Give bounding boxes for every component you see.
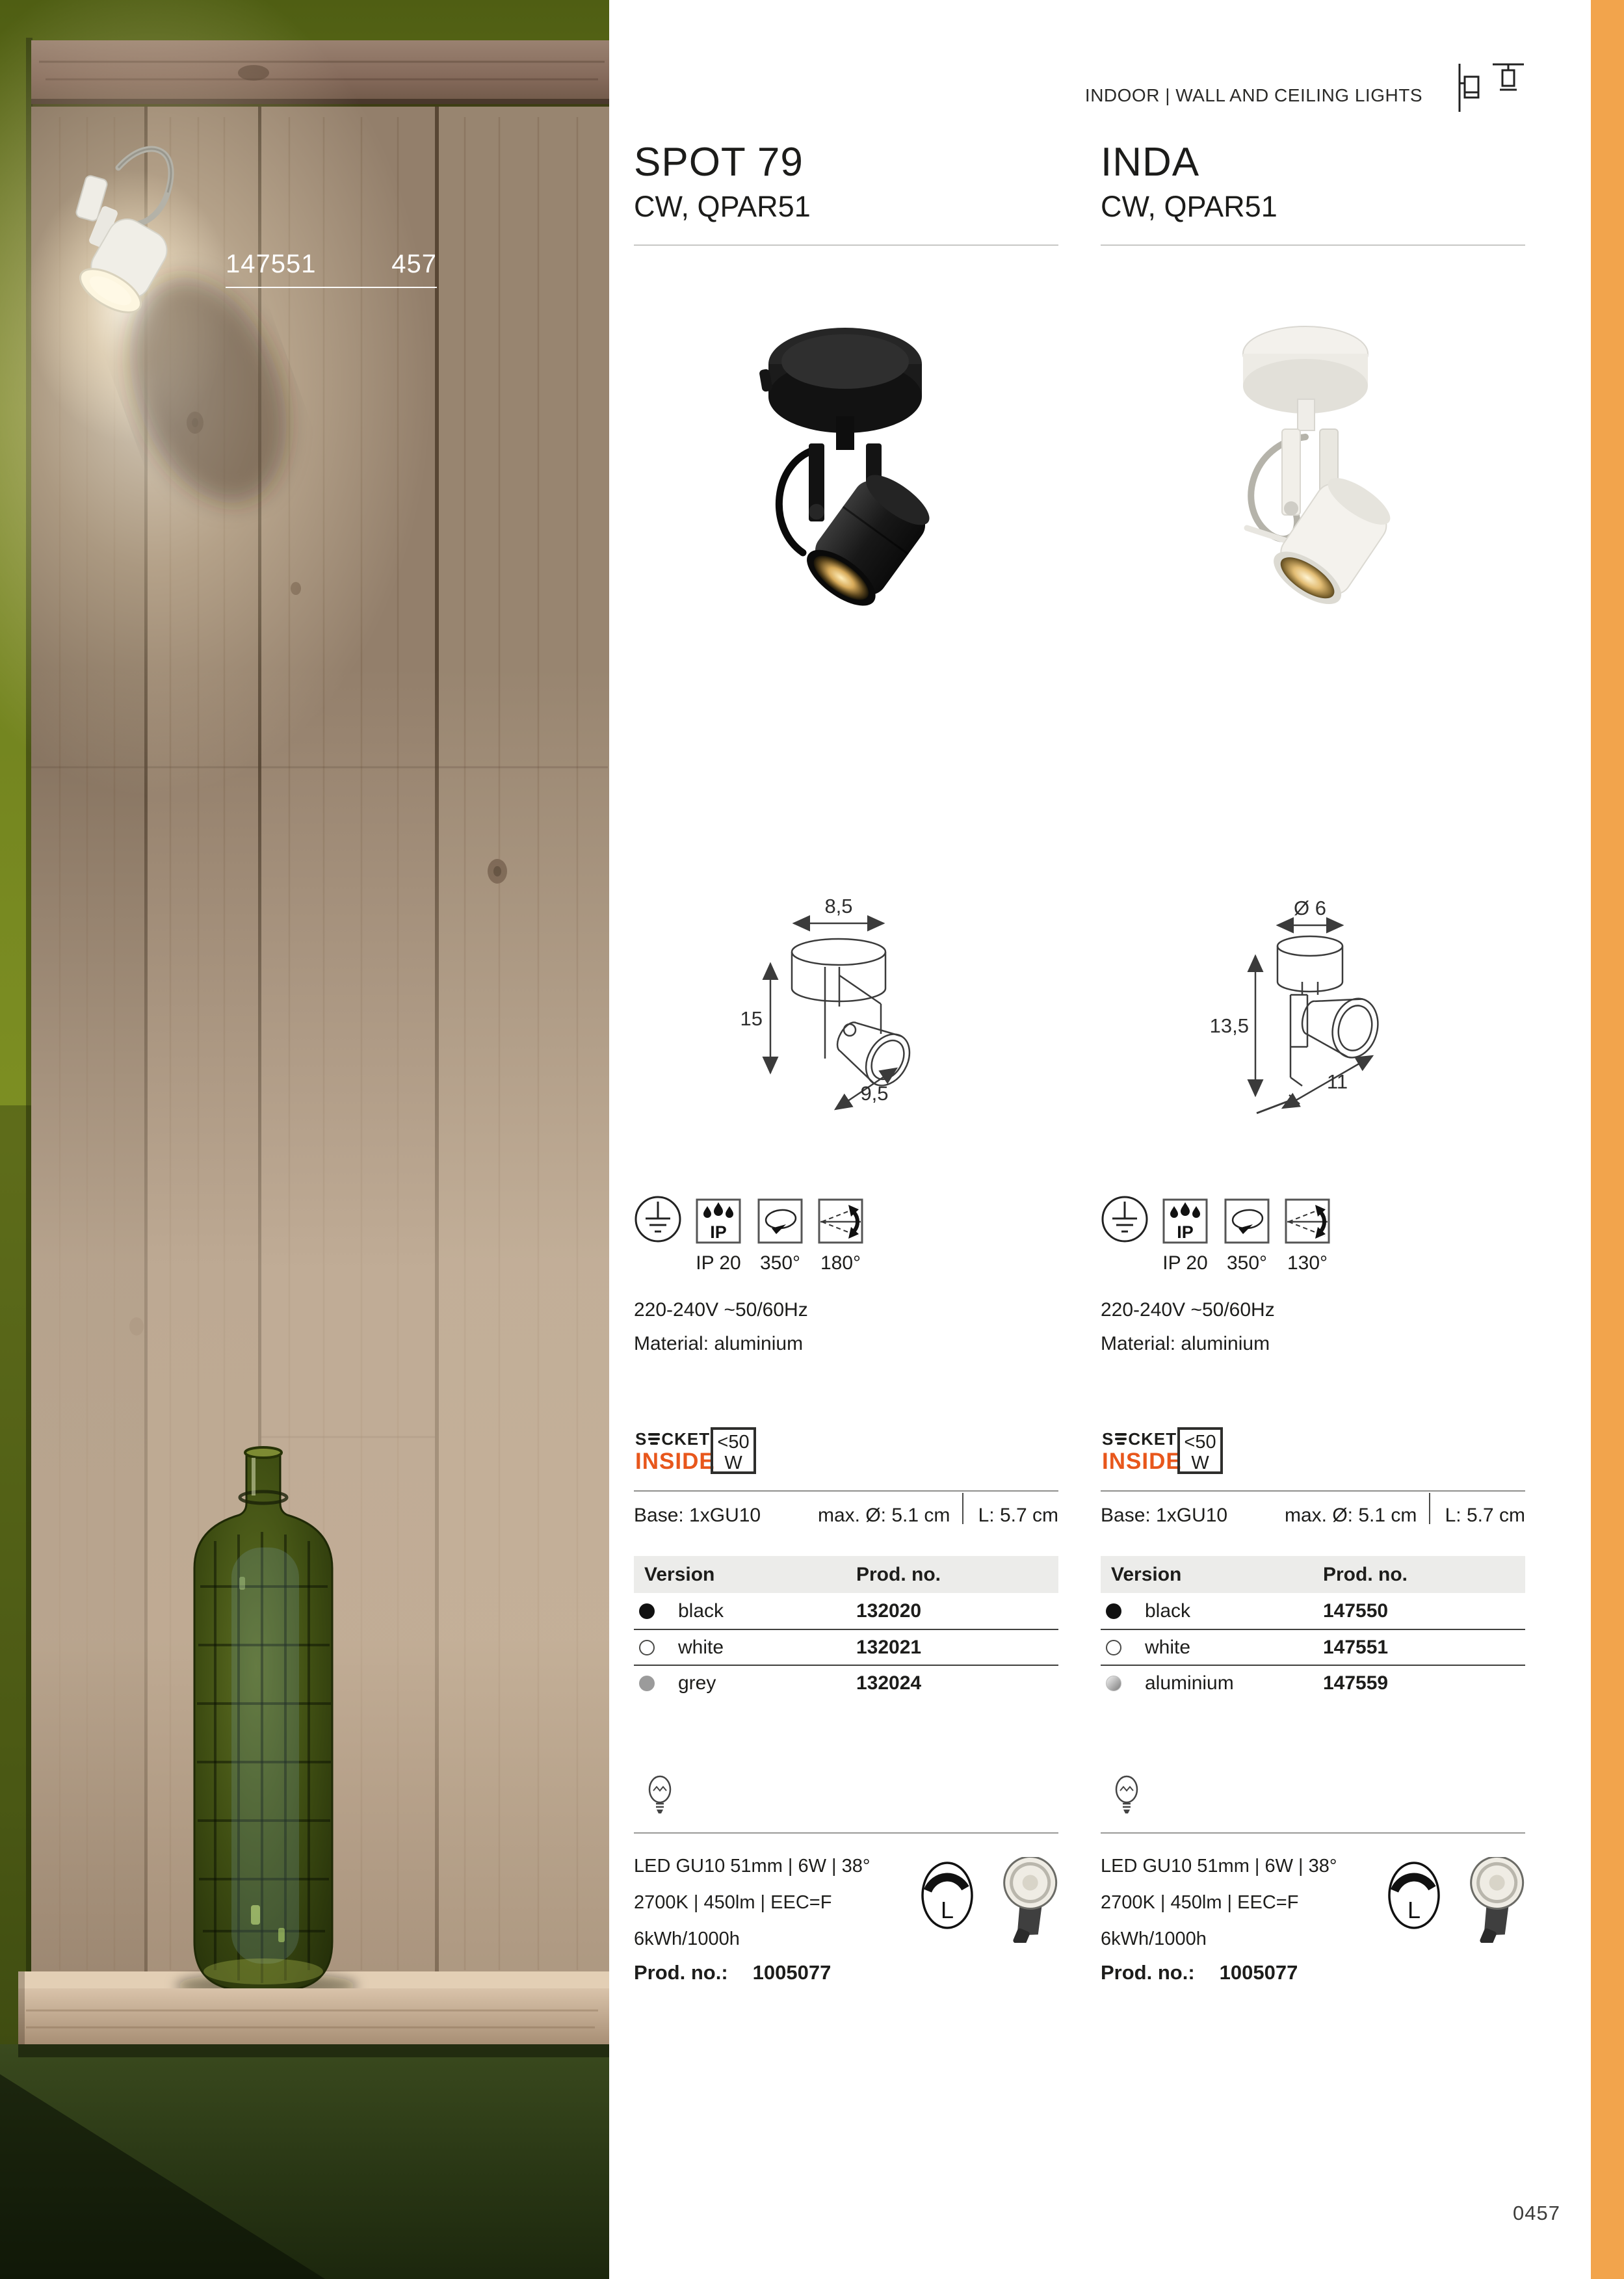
swatch-white	[639, 1640, 655, 1655]
led-spec-line: 2700K | 450lm | EEC=F	[634, 1892, 832, 1913]
ip-rating-label: IP 20	[696, 1252, 741, 1274]
prod-no-value: 1005077	[752, 1961, 832, 1984]
photo-page-ref: 457	[391, 250, 437, 278]
led-spec-line: LED GU10 51mm | 6W | 38°	[634, 1856, 871, 1877]
max-wattage-value: <50	[717, 1432, 750, 1453]
tilt-angle-icon	[1285, 1198, 1330, 1244]
table-row	[634, 1629, 1058, 1665]
dimmable-icon	[920, 1861, 975, 1930]
divider	[962, 1493, 963, 1524]
product-subtitle: CW, QPAR51	[1101, 190, 1277, 223]
product-title: SPOT 79	[634, 140, 804, 185]
prod-no: 132020	[856, 1600, 922, 1622]
swatch-black	[1106, 1603, 1121, 1619]
table-row	[1101, 1593, 1525, 1629]
socket-inside-badge	[1102, 1430, 1182, 1473]
dimmable-icon	[1387, 1861, 1441, 1930]
base-spec: Base: 1xGU10	[1101, 1505, 1228, 1526]
page-edge-accent-bar	[1591, 0, 1624, 2279]
product-column-inda	[1101, 0, 1525, 2279]
dimmer-letter: L	[940, 1897, 954, 1923]
col-version: Version	[644, 1563, 715, 1585]
voltage-spec: 220-240V ~50/60Hz	[634, 1299, 808, 1321]
dimension-drawing	[711, 879, 1023, 1159]
bulb-icon	[644, 1775, 675, 1815]
base-spec: Base: 1xGU10	[634, 1505, 761, 1526]
swatch-aluminium	[1106, 1676, 1121, 1691]
version-table-header	[634, 1556, 1058, 1593]
led-spec-line: LED GU10 51mm | 6W | 38°	[1101, 1856, 1337, 1877]
dim-depth: 9,5	[860, 1082, 889, 1105]
rotation-label: 350°	[759, 1252, 801, 1274]
rotation-label: 350°	[1226, 1252, 1268, 1274]
version-table	[1101, 1556, 1525, 1700]
max-diameter-spec: max. Ø: 5.1 cm	[1285, 1505, 1417, 1526]
max-wattage-unit: W	[1191, 1452, 1209, 1473]
socket-glyph-icon	[1115, 1432, 1127, 1445]
divider	[1101, 244, 1525, 246]
ip-glyph-label: IP	[710, 1222, 727, 1242]
divider	[1429, 1493, 1430, 1524]
product-title: INDA	[1101, 140, 1200, 185]
max-diameter-spec: max. Ø: 5.1 cm	[818, 1505, 950, 1526]
ip-rating-icon	[696, 1198, 741, 1244]
socket-word-part: S	[635, 1429, 648, 1449]
socket-inside-label: INSIDE	[1102, 1449, 1182, 1474]
version-table-header	[1101, 1556, 1525, 1593]
photo-prod-no: 147551	[226, 250, 317, 278]
col-prod-no: Prod. no.	[856, 1563, 941, 1585]
col-prod-no: Prod. no.	[1323, 1563, 1408, 1585]
swatch-black	[639, 1603, 655, 1619]
rotation-icon	[1224, 1198, 1270, 1244]
max-wattage-value: <50	[1184, 1432, 1216, 1453]
protection-class-icon	[634, 1195, 682, 1243]
prod-no: 132021	[856, 1636, 922, 1658]
lamp-prod-no-row	[634, 1961, 831, 1984]
version-name: black	[1145, 1600, 1191, 1622]
divider	[634, 1490, 1058, 1492]
ip-rating-icon	[1162, 1198, 1208, 1244]
prod-no-value: 1005077	[1219, 1961, 1298, 1984]
protection-class-icon	[1101, 1195, 1149, 1243]
gu10-lamp-image	[1455, 1857, 1533, 1943]
material-spec: Material: aluminium	[1101, 1333, 1270, 1354]
material-spec: Material: aluminium	[634, 1333, 804, 1354]
prod-no: 147550	[1323, 1600, 1389, 1622]
table-row	[634, 1593, 1058, 1629]
dim-width: 8,5	[824, 895, 853, 917]
voltage-spec: 220-240V ~50/60Hz	[1101, 1299, 1275, 1321]
led-lamp-specs	[634, 1848, 871, 1957]
divider	[1101, 1490, 1525, 1492]
prod-no: 147559	[1323, 1672, 1389, 1694]
prod-no: 147551	[1323, 1636, 1389, 1658]
prod-no-label: Prod. no.:	[1101, 1961, 1195, 1984]
page-number: 0457	[1513, 2202, 1560, 2224]
bulb-icon	[1111, 1775, 1142, 1815]
length-spec: L: 5.7 cm	[1445, 1505, 1525, 1526]
version-name: white	[1145, 1636, 1191, 1658]
socket-glyph-icon	[648, 1432, 660, 1445]
led-spec-line: 2700K | 450lm | EEC=F	[1101, 1892, 1299, 1913]
dim-width: Ø 6	[1294, 897, 1326, 919]
product-photo	[741, 313, 949, 639]
product-column-spot-79	[634, 0, 1058, 2279]
dim-depth: 11	[1326, 1070, 1348, 1093]
ambience-photo	[0, 0, 609, 2279]
max-wattage-icon	[711, 1427, 756, 1474]
version-name: white	[678, 1636, 724, 1658]
ip-glyph-label: IP	[1177, 1222, 1194, 1242]
divider	[1101, 1832, 1525, 1834]
swatch-grey	[639, 1676, 655, 1691]
ip-rating-label: IP 20	[1162, 1252, 1208, 1274]
table-row	[634, 1665, 1058, 1700]
dim-height: 15	[740, 1007, 763, 1030]
version-table	[634, 1556, 1058, 1700]
socket-inside-badge	[635, 1430, 715, 1473]
category-breadcrumb: INDOOR | WALL AND CEILING LIGHTS	[1084, 85, 1422, 105]
rotation-icon	[757, 1198, 803, 1244]
dim-height: 13,5	[1209, 1014, 1249, 1037]
lamp-prod-no-row	[1101, 1961, 1298, 1984]
version-name: black	[678, 1600, 724, 1622]
col-version: Version	[1111, 1563, 1182, 1585]
dimmer-letter: L	[1407, 1897, 1421, 1923]
socket-word-part: CKET	[1128, 1429, 1177, 1449]
photo-reference-label	[226, 250, 437, 288]
dimension-drawing	[1192, 879, 1504, 1159]
ambience-photo-art	[0, 0, 609, 2279]
divider	[634, 244, 1058, 246]
length-spec: L: 5.7 cm	[978, 1505, 1058, 1526]
divider	[634, 1832, 1058, 1834]
tilt-label: 130°	[1287, 1252, 1328, 1274]
tilt-label: 180°	[820, 1252, 861, 1274]
led-spec-line: 6kWh/1000h	[634, 1929, 740, 1949]
socket-word-part: CKET	[661, 1429, 711, 1449]
gu10-lamp-image	[988, 1857, 1066, 1943]
swatch-white	[1106, 1640, 1121, 1655]
socket-inside-label: INSIDE	[635, 1449, 715, 1474]
max-wattage-unit: W	[724, 1452, 742, 1473]
prod-no: 132024	[856, 1672, 922, 1694]
table-row	[1101, 1629, 1525, 1665]
socket-word-part: S	[1102, 1429, 1114, 1449]
glass-bottle	[194, 1447, 332, 1990]
led-spec-line: 6kWh/1000h	[1101, 1929, 1207, 1949]
version-name: aluminium	[1145, 1672, 1234, 1694]
version-name: grey	[678, 1672, 716, 1694]
led-lamp-specs	[1101, 1848, 1337, 1957]
max-wattage-icon	[1177, 1427, 1223, 1474]
prod-no-label: Prod. no.:	[634, 1961, 728, 1984]
tilt-angle-icon	[818, 1198, 863, 1244]
table-row	[1101, 1665, 1525, 1700]
product-photo	[1208, 313, 1416, 639]
product-subtitle: CW, QPAR51	[634, 190, 811, 223]
